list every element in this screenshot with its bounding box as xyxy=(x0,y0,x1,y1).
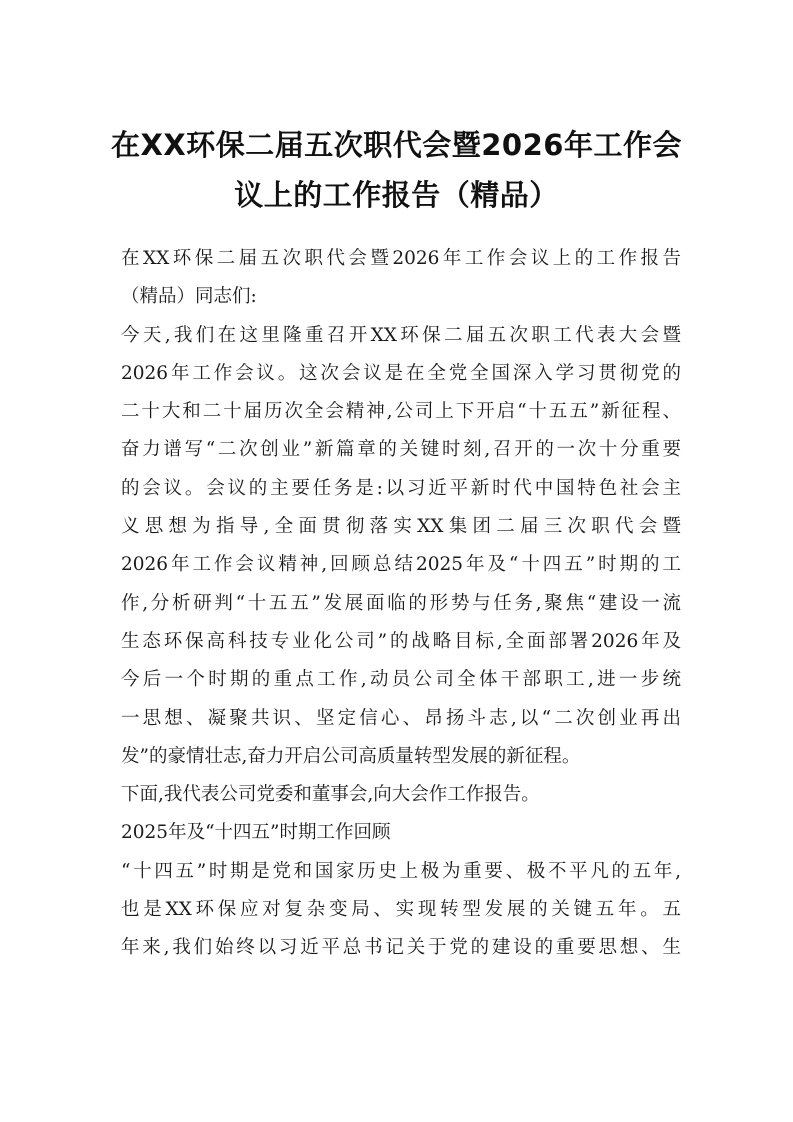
body-line: 也是XX环保应对复杂变局、实现转型发展的关键五年。五 xyxy=(121,899,681,921)
body-line: “十四五”时期是党和国家历史上极为重要、极不平凡的五年, xyxy=(121,860,681,882)
body-line: 今天,我们在这里隆重召开XX环保二届五次职工代表大会暨 xyxy=(121,324,681,346)
document-title-line-2: 议上的工作报告（精品） xyxy=(234,178,559,212)
body-line: 义思想为指导,全面贯彻落实XX集团二届三次职代会暨 xyxy=(121,516,681,538)
body-line: 发”的豪情壮志,奋力开启公司高质量转型发展的新征程。 xyxy=(121,745,581,767)
section-heading: 2025年及“十四五”时期工作回顾 xyxy=(121,822,391,844)
body-line: 生态环保高科技专业化公司”的战略目标,全面部署2026年及 xyxy=(121,630,681,652)
body-line: 下面,我代表公司党委和董事会,向大会作工作报告。 xyxy=(121,784,540,806)
document-body xyxy=(121,240,681,968)
body-line: 奋力谱写“二次创业”新篇章的关键时刻,召开的一次十分重要 xyxy=(121,439,681,461)
document-title-line-1: 在XX环保二届五次职代会暨2026年工作会 xyxy=(111,128,682,162)
body-line: 二十大和二十届历次全会精神,公司上下开启“十五五”新征程、 xyxy=(121,401,681,423)
body-line: （精品）同志们: xyxy=(121,286,257,308)
body-line: 年来,我们始终以习近平总书记关于党的建设的重要思想、生 xyxy=(121,937,681,959)
body-line: 一思想、凝聚共识、坚定信心、昂扬斗志,以“二次创业再出 xyxy=(121,707,681,729)
body-line: 2026年工作会议精神,回顾总结2025年及“十四五”时期的工 xyxy=(121,554,681,576)
body-line: 今后一个时期的重点工作,动员公司全体干部职工,进一步统 xyxy=(121,669,681,691)
body-line: 2026年工作会议。这次会议是在全党全国深入学习贯彻党的 xyxy=(121,362,681,384)
body-line: 在XX环保二届五次职代会暨2026年工作会议上的工作报告 xyxy=(121,248,681,269)
body-line: 的会议。会议的主要任务是:以习近平新时代中国特色社会主 xyxy=(121,477,681,499)
body-line: 作,分析研判“十五五”发展面临的形势与任务,聚焦“建设一流 xyxy=(121,592,681,614)
